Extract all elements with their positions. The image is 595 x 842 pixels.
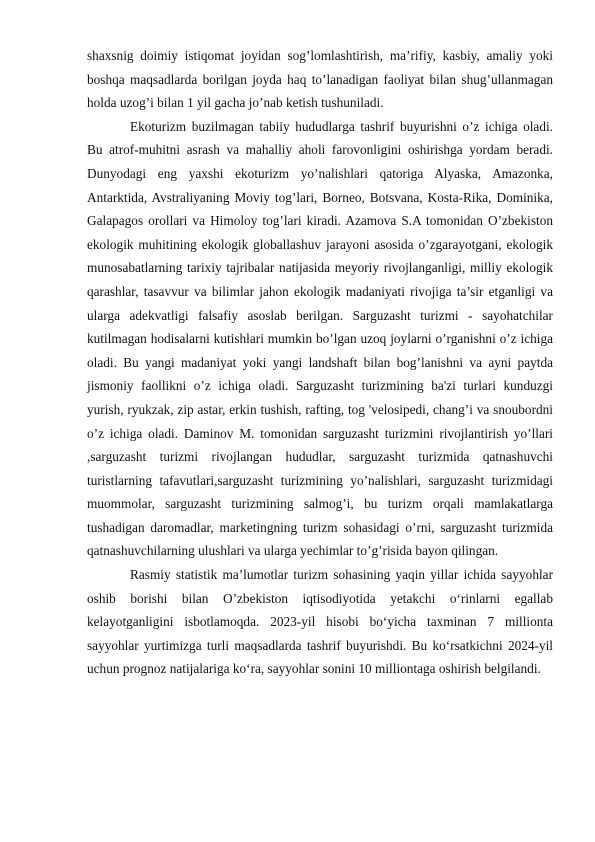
paragraph-ecotourism-adventure: Ekoturizm buzilmagan tabiiy hududlarga tashrif buyurishni o’z ichiga oladi. Bu atrof-muhitni asrash va mahalliy aholi farovonligini oshirishga yordam beradi. Dunyodagi eng yaxshi ekoturizm yo’nalishlari qatoriga Alyaska, Amazonka, Antarktida, Avstraliyaning Moviy tog’lari, Borneo, Botsvana, Kosta-Rika, Dominika, Galapagos orollari va Himoloy tog’lari kiradi. Azamova S.A tomonidan O’zbekiston ekologik muhitining ekologik globallashuv jarayoni asosida o’zgarayotgani, ekologik munosabatlarning tarixiy tajribalar natijasida meyoriy rivojlanganligi, milliy ekologik qarashlar, tasavvur va bilimlar jahon ekologik madaniyati rivojiga ta’sir etganligi va ularga adekvatligi falsafiy asoslab berilgan. Sarguzasht turizmi - sayohatchilar kutilmagan hodisalarni kutishlari mumkin bo’lgan uzoq joylarni o’rganishni o’z ichiga oladi. Bu yangi madaniyat yoki yangi landshaft bilan bog’lanishni va ayni paytda jismoniy faollikni o’z ichiga oladi. Sarguzasht turizmining ba'zi turlari kunduzgi yurish, ryukzak, zip astar, erkin tushish, rafting, tog 'velosipedi, chang’i va snoubordni o’z ichiga oladi. Daminov M. tomonidan sarguzasht turizmini rivojlantirish yo’llari ,sarguzasht turizmi rivojlangan hududlar, sarguzasht turizmida qatnashuvchi turistlarning tafavutlari,sarguzasht turizmining yo’nalishlari, sarguzasht turizmidagi muommolar, sarguzasht turizmining salmog’i, bu turizm orqali mamlakatlarga tushadigan daromadlar, marketingning turizm sohasidagi o’rni, sarguzasht turizmida qatnashuvchilarning ulushlari va ularga yechimlar to’g’risida bayon qilingan. — [87, 118, 553, 559]
paragraph-tourism-definition: shaxsnig doimiy istiqomat joyidan sog’lomlashtirish, ma’rifiy, kasbiy, amaliy yoki boshqa maqsadlarda borilgan joyda haq to’lanadigan faoliyat bilan shug’ullanmagan holda uzog’i bilan 1 yil gacha jo’nab ketish tushuniladi. — [87, 48, 553, 111]
document-page — [87, 44, 553, 681]
paragraph-statistics: Rasmiy statistik maʼlumotlar turizm sohasining yaqin yillar ichida sayyohlar oshib borishi bilan O’zbekiston iqtisodiyotida yetakchi oʻrinlarni egallab kelayotganligini isbotlamoqda. 2023-yil hisobi boʻyicha taxminan 7 millionta sayyohlar yurtimizga turli maqsadlarda tashrif buyurishdi. Bu koʻrsatkichni 2024-yil uchun prognoz natijalariga koʻra, sayyohlar sonini 10 milliontaga oshirish belgilandi. — [87, 567, 553, 677]
